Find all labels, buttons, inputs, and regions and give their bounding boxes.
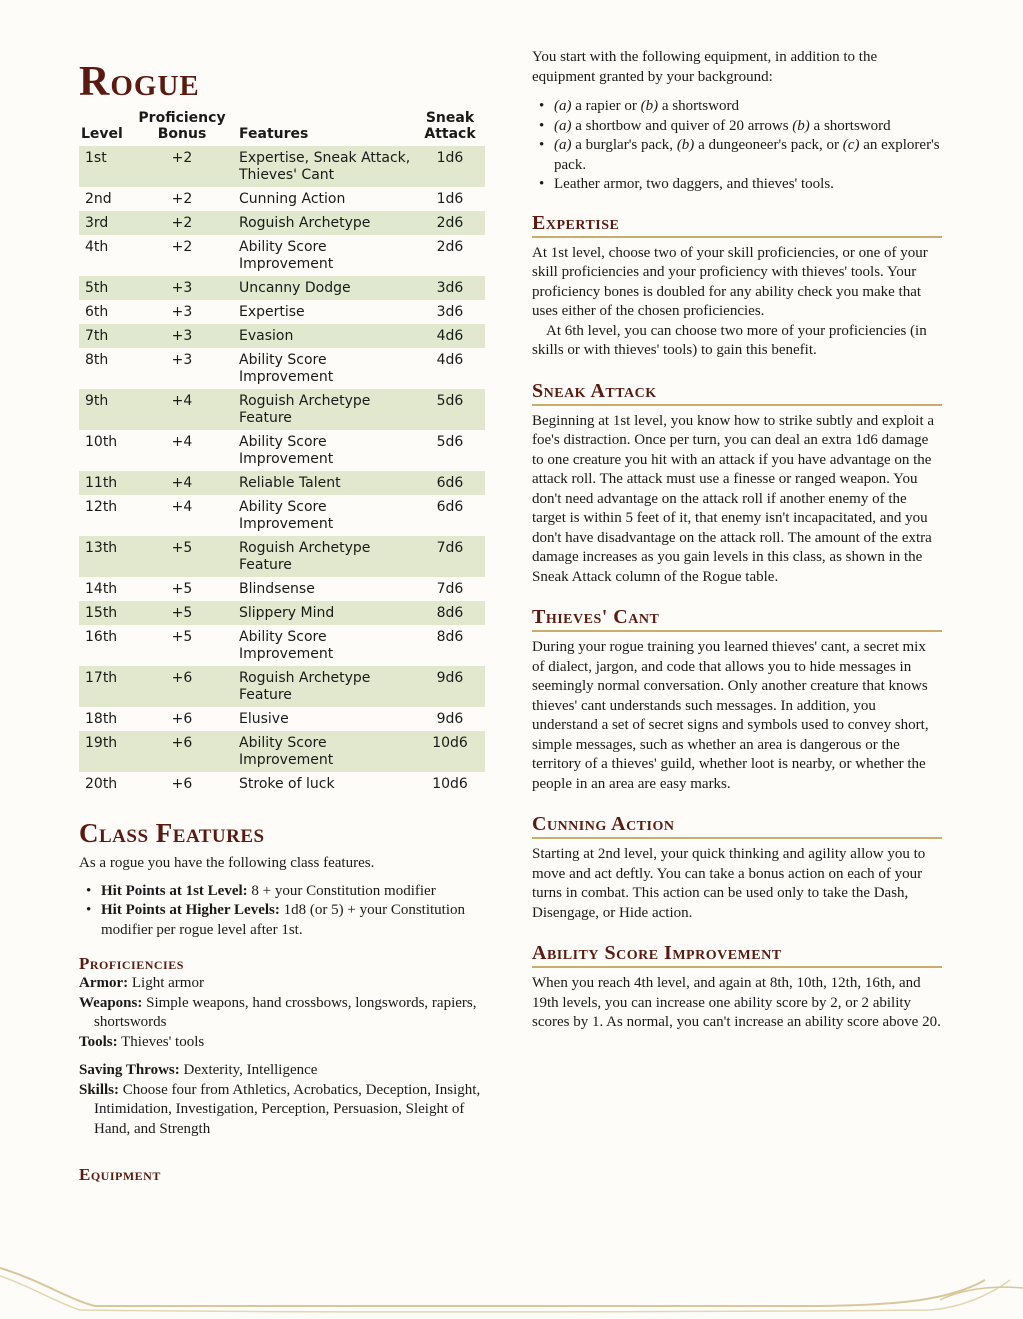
cell-sneak-attack: 9d6: [415, 666, 485, 707]
table-row: [79, 146, 485, 187]
cell-proficiency: +6: [171, 776, 193, 792]
table-row: [79, 625, 485, 666]
weapons-label: Weapons:: [79, 994, 143, 1011]
cell-features: Ability Score Improvement: [239, 239, 334, 272]
table-row: [79, 707, 485, 731]
cell-proficiency: +4: [131, 389, 233, 430]
hp1-text: 8 + your Constitution modifier: [247, 882, 436, 899]
cell-proficiency: +3: [131, 324, 233, 348]
skills-value: Choose four from Athletics, Acrobatics, Deception, Insight, Intimidation, Investigation, Perception, Persuasion, Sleight of Hand, and Strength: [94, 1081, 481, 1137]
list-item: [101, 882, 485, 902]
table-row: [79, 471, 485, 495]
cell-proficiency: +6: [171, 711, 193, 727]
cell-features: Ability Score Improvement: [239, 499, 334, 532]
cell-sneak-attack: 1d6: [436, 191, 464, 207]
list-item: [554, 175, 942, 195]
cell-proficiency: +2: [171, 191, 193, 207]
cell-proficiency: +3: [131, 276, 233, 300]
cell-proficiency: +4: [171, 434, 193, 450]
cell-sneak-attack: 3d6: [436, 304, 464, 320]
cell-level: 3rd: [79, 211, 131, 235]
cell-proficiency: +5: [171, 581, 193, 597]
cell-features: Blindsense: [239, 581, 315, 597]
equipment-heading: Equipment: [79, 1165, 161, 1184]
option-b: (b): [792, 117, 810, 134]
table-row: [79, 235, 485, 276]
cell-level: 19th: [79, 731, 131, 772]
cell-sneak-attack: 5d6: [415, 389, 485, 430]
cell-sneak-attack: 2d6: [436, 239, 464, 255]
cell-proficiency: +6: [131, 666, 233, 707]
cell-proficiency: +5: [171, 629, 193, 645]
armor-value: Light armor: [128, 975, 204, 991]
cell-level: 20th: [85, 776, 118, 792]
cell-sneak-attack: 8d6: [415, 601, 485, 625]
cell-features: Evasion: [233, 324, 415, 348]
cell-level: 6th: [85, 304, 109, 320]
expertise-p2: At 6th level, you can choose two more of your proficiencies (in skills or with thieves' tools) to gain this benefit.: [532, 322, 927, 358]
cunning-action-p1: Starting at 2nd level, your quick thinking and agility allow you to move and act deftly. You can take a bonus action on each of your turns in combat. This action can be used only to take the Dash, Disengage, or Hide action.: [532, 846, 926, 921]
header-features: Features: [239, 126, 309, 142]
equip-text: a shortsword: [809, 117, 891, 134]
page-title: Rogue: [79, 59, 200, 105]
cell-level: 17th: [79, 666, 131, 707]
cell-proficiency: +2: [131, 146, 233, 187]
equip-text: Leather armor, two daggers, and thieves' tools.: [554, 176, 834, 192]
cell-features: Roguish Archetype Feature: [233, 666, 415, 707]
cell-level: 8th: [85, 352, 109, 368]
table-row: [79, 300, 485, 324]
cell-sneak-attack: 9d6: [436, 711, 464, 727]
cell-level: 15th: [79, 601, 131, 625]
cell-sneak-attack: 7d6: [436, 581, 464, 597]
asi-p1: When you reach 4th level, and again at 8th, 10th, 12th, 16th, and 19th levels, you can increase one ability score by 2, or 2 ability scores by 1. As normal, you can't increase an ability score above 20.: [532, 975, 941, 1030]
equip-text: a dungeoneer's pack, or: [694, 137, 843, 153]
thieves-cant-p1: During your rogue training you learned thieves' cant, a secret mix of dialect, jargon, and code that allows you to hide messages in seemingly normal conversation. Only another creature that knows thieves' cant understands such messages. In addition, you understand a set of secret signs and symbols used to convey short, simple messages, such as whether an area is dangerous or the territory of a thieves' guild, whether loot is nearby, or whether the people in an area are easy marks.: [532, 639, 929, 792]
tools-line: [79, 1033, 485, 1053]
cell-proficiency: +5: [131, 601, 233, 625]
cell-features: Slippery Mind: [233, 601, 415, 625]
armor-label: Armor:: [79, 975, 129, 991]
class-features-intro: As a rogue you have the following class features.: [79, 855, 375, 871]
cell-sneak-attack: 3d6: [415, 276, 485, 300]
cell-sneak-attack: 2d6: [415, 211, 485, 235]
expertise-p1: At 1st level, choose two of your skill proficiencies, or one of your skill proficiencies and your proficiency with thieves' tools. Your proficiency bones is doubled for any ability check you make that uses either of the chosen proficiencies.: [532, 244, 928, 319]
cell-sneak-attack: 6d6: [436, 499, 464, 515]
cell-sneak-attack: 8d6: [436, 629, 464, 645]
asi-heading: Ability Score Improvement: [532, 941, 942, 968]
table-row: [79, 601, 485, 625]
option-c: (c): [842, 137, 860, 153]
list-item: [554, 117, 942, 137]
equip-text: an explorer's pack.: [554, 137, 940, 173]
cell-features: Elusive: [239, 711, 289, 727]
cell-level: 7th: [79, 324, 131, 348]
cell-proficiency: +4: [131, 471, 233, 495]
equip-text: a shortbow and quiver of 20 arrows: [571, 117, 793, 134]
equipment-list: [532, 97, 942, 195]
cunning-action-heading: Cunning Action: [532, 812, 942, 839]
cell-level: 1st: [79, 146, 131, 187]
cell-sneak-attack: 10d6: [415, 731, 485, 772]
proficiencies-heading: Proficiencies: [79, 954, 184, 973]
equip-text: a rapier or: [571, 98, 641, 114]
hit-points-list: [79, 882, 485, 941]
header-sneak-attack: Sneak Attack: [424, 110, 476, 142]
list-item: [554, 97, 942, 117]
table-row: [79, 731, 485, 772]
table-row: [79, 495, 485, 536]
cell-proficiency: +6: [131, 731, 233, 772]
weapons-value: Simple weapons, hand crossbows, longswords, rapiers, shortswords: [94, 994, 477, 1030]
cell-level: 13th: [79, 536, 131, 577]
sneak-attack-heading: Sneak Attack: [532, 379, 942, 406]
cell-proficiency: +2: [171, 239, 193, 255]
footer-swirl-ornament: [0, 1250, 1023, 1319]
hp2-text: 1d8 (or 5) + your Constitution modifier per rogue level after 1st.: [101, 902, 465, 938]
saves-line: [79, 1061, 485, 1081]
cell-level: 14th: [85, 581, 118, 597]
right-column: [532, 48, 942, 1033]
table-row: [79, 666, 485, 707]
list-item: [101, 901, 485, 940]
cell-proficiency: +4: [171, 499, 193, 515]
cell-sneak-attack: 4d6: [415, 324, 485, 348]
table-row: [79, 772, 485, 796]
saves-label: Saving Throws:: [79, 1062, 180, 1078]
table-row: [79, 389, 485, 430]
cell-features: Expertise, Sneak Attack, Thieves' Cant: [233, 146, 415, 187]
cell-features: Expertise: [239, 304, 305, 320]
cell-proficiency: +3: [171, 352, 193, 368]
tools-value: Thieves' tools: [117, 1033, 205, 1050]
cell-level: 4th: [85, 239, 109, 255]
cell-proficiency: +5: [131, 536, 233, 577]
armor-line: [79, 974, 485, 994]
proficiencies-block: [79, 954, 485, 1139]
cell-proficiency: +2: [131, 211, 233, 235]
table-row: [79, 430, 485, 471]
cell-features: Ability Score Improvement: [239, 629, 334, 662]
cell-features: Roguish Archetype: [233, 211, 415, 235]
cell-level: 18th: [85, 711, 118, 727]
header-level: Level: [81, 126, 123, 142]
table-header-row: [79, 110, 485, 146]
cell-sneak-attack: 6d6: [415, 471, 485, 495]
sneak-attack-p1: Beginning at 1st level, you know how to strike subtly and exploit a foe's distraction. Once per turn, you can deal an extra 1d6 damage to one creature you hit with an attack if you have advantage on the attack roll. The attack must use a finesse or ranged weapon. You don't need advantage on the attack roll if another enemy of the target is within 5 feet of it, that enemy isn't incapacitated, and you don't have disadvantage on the attack roll. The amount of the extra damage increases as you gain levels in this class, as shown in the Sneak Attack column of the Rogue table.: [532, 412, 935, 585]
cell-features: Roguish Archetype Feature: [233, 536, 415, 577]
cell-sneak-attack: 7d6: [415, 536, 485, 577]
cell-level: 16th: [85, 629, 118, 645]
cell-features: Ability Score Improvement: [239, 434, 334, 467]
cell-sneak-attack: 5d6: [436, 434, 464, 450]
cell-features: Roguish Archetype Feature: [233, 389, 415, 430]
cell-level: 10th: [85, 434, 118, 450]
equip-text: a shortsword: [658, 98, 739, 114]
cell-sneak-attack: 4d6: [436, 352, 464, 368]
option-a: (a): [554, 98, 572, 114]
saves-value: Dexterity, Intelligence: [179, 1062, 318, 1078]
option-a: (a): [554, 117, 572, 134]
cell-level: 2nd: [85, 191, 112, 207]
class-features-heading: Class Features: [79, 818, 265, 848]
cell-level: 5th: [79, 276, 131, 300]
left-column: [79, 58, 485, 1185]
rogue-table: [79, 110, 485, 796]
cell-features: Ability Score Improvement: [239, 352, 334, 385]
cell-proficiency: +3: [171, 304, 193, 320]
table-row: [79, 187, 485, 211]
equipment-intro: You start with the following equipment, in addition to the equipment granted by your background:: [532, 49, 878, 85]
option-a: (a): [554, 137, 572, 153]
table-row: [79, 211, 485, 235]
weapons-line: [79, 994, 485, 1033]
thieves-cant-heading: Thieves' Cant: [532, 605, 942, 632]
table-row: [79, 348, 485, 389]
cell-features: Ability Score Improvement: [233, 731, 415, 772]
option-b: (b): [640, 98, 659, 114]
table-row: [79, 577, 485, 601]
cell-features: Cunning Action: [239, 191, 346, 207]
hp2-label: Hit Points at Higher Levels:: [101, 902, 280, 918]
hp1-label: Hit Points at 1st Level:: [101, 882, 248, 899]
list-item: [554, 136, 942, 175]
skills-line: [79, 1081, 485, 1140]
tools-label: Tools:: [79, 1033, 118, 1050]
cell-features: Reliable Talent: [233, 471, 415, 495]
table-body: [79, 146, 485, 796]
table-row: [79, 276, 485, 300]
cell-features: Stroke of luck: [239, 776, 335, 792]
cell-level: 9th: [79, 389, 131, 430]
cell-level: 11th: [79, 471, 131, 495]
equip-text: a burglar's pack,: [571, 137, 677, 153]
option-b: (b): [676, 137, 695, 153]
cell-features: Uncanny Dodge: [233, 276, 415, 300]
cell-level: 12th: [85, 499, 118, 515]
header-proficiency: Proficiency Bonus: [138, 110, 226, 142]
table-row: [79, 536, 485, 577]
cell-sneak-attack: 10d6: [432, 776, 468, 792]
cell-sneak-attack: 1d6: [415, 146, 485, 187]
skills-label: Skills:: [79, 1081, 120, 1098]
expertise-heading: Expertise: [532, 211, 942, 238]
table-row: [79, 324, 485, 348]
